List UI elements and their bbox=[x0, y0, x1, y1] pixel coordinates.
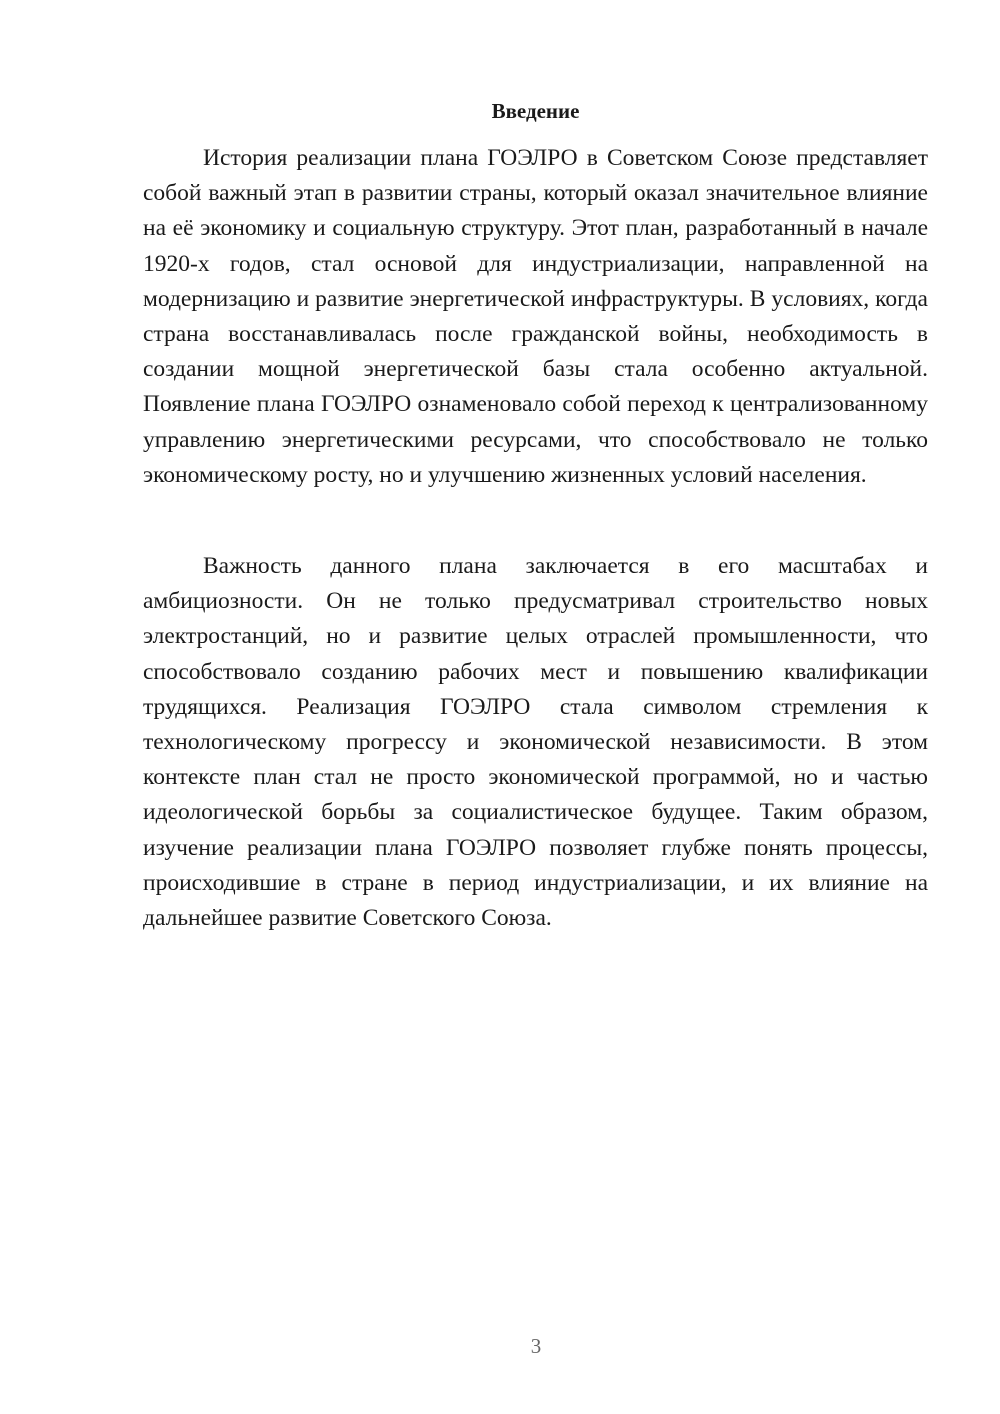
paragraph-2: Важность данного плана заключается в его масштабах и амбициозности. Он не только предусматривал строительство новых электростанций, но и развитие целых отраслей промышленности, что способствовало созданию рабочих мест и повышению квалификации трудящихся. Реализация ГОЭЛРО стала символом стремления к технологическому прогрессу и экономической независимости. В этом контексте план стал не просто экономической программой, но и частью идеологической борьбы за социалистическое будущее. Таким образом, изучение реализации плана ГОЭЛРО позволяет глубже понять процессы, происходившие в стране в период индустриализации, и их влияние на дальнейшее развитие Советского Союза. bbox=[143, 553, 928, 932]
paragraph-1: История реализации плана ГОЭЛРО в Советском Союзе представляет собой важный этап в развитии страны, который оказал значительное влияние на её экономику и социальную структуру. Этот план, разработанный в начале 1920-х годов, стал основой для индустриализации, направленной на модернизацию и развитие энергетической инфраструктуры. В условиях, когда страна восстанавливалась после гражданской войны, необходимость в создании мощной энергетической базы стала особенно актуальной. Появление плана ГОЭЛРО ознаменовало собой переход к централизованному управлению энергетическими ресурсами, что способствовало не только экономическому росту, но и улучшению жизненных условий населения. bbox=[143, 145, 928, 488]
page-number: 3 bbox=[530, 1334, 542, 1358]
section-heading: Введение bbox=[491, 99, 580, 123]
